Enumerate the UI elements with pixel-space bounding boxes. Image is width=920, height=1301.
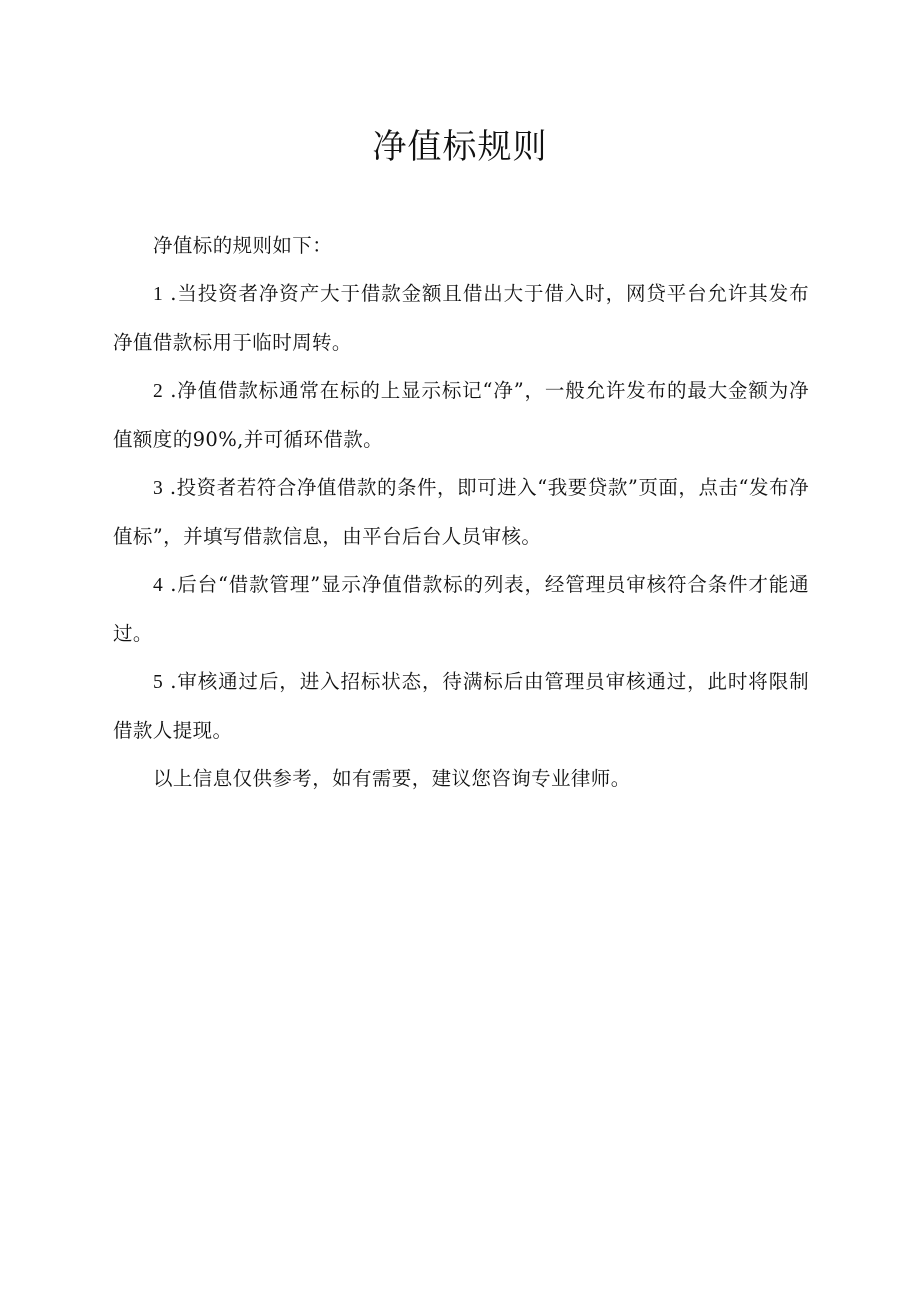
rule-number: 3 [153,478,164,499]
rule-number: 2 [153,381,164,402]
rule-text: .当投资者净资产大于借款金额且借出大于借入时，网贷平台允许其发布净值借款标用于临时周转。 [113,282,809,354]
rule-number: 4 [153,575,164,596]
rule-text: .净值借款标通常在标的上显示标记“净”，一般允许发布的最大金额为净值额度的90%,并可循环借款。 [113,379,809,451]
rule-item-2 [113,367,809,464]
rule-item-4 [113,561,809,658]
intro-paragraph: 净值标的规则如下： [153,234,333,257]
rule-number: 5 [153,672,164,693]
rule-item-3 [113,464,809,561]
rule-item-5 [113,658,809,755]
rule-item-1 [113,270,809,367]
closing-paragraph: 以上信息仅供参考，如有需要，建议您咨询专业律师。 [153,767,631,790]
rule-text: .审核通过后，进入招标状态，待满标后由管理员审核通过，此时将限制借款人提现。 [113,670,809,742]
page-title: 净值标规则 [372,127,548,167]
rule-text: .后台“借款管理”显示净值借款标的列表，经管理员审核符合条件才能通过。 [113,573,809,645]
rule-text: .投资者若符合净值借款的条件，即可进入“我要贷款”页面，点击“发布净值标”，并填写借款信息，由平台后台人员审核。 [113,476,809,548]
document-body [113,222,809,803]
rule-number: 1 [153,284,164,305]
